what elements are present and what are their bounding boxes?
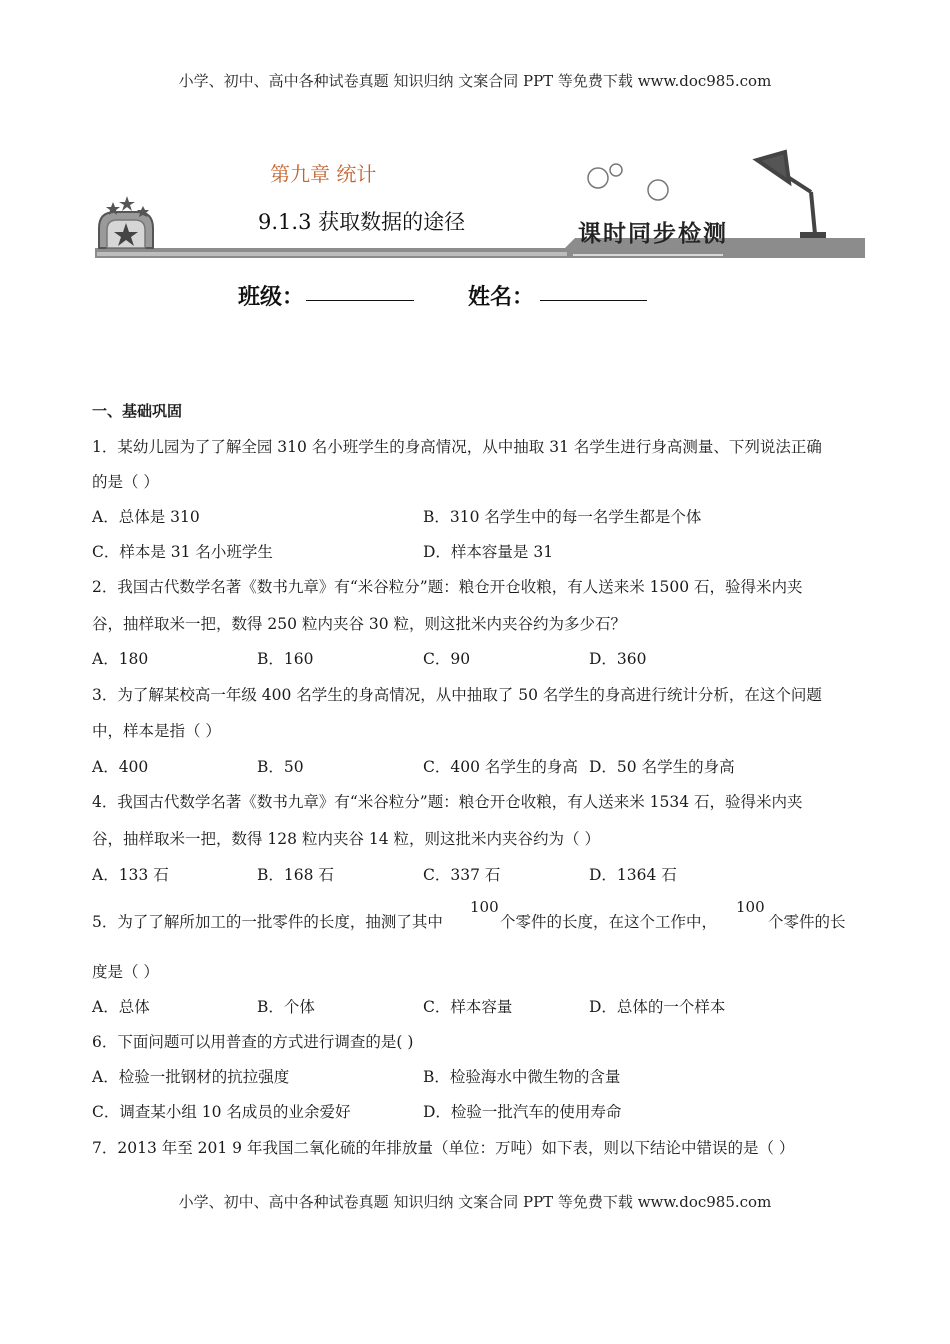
q1-option-d: D．样本容量是 31 bbox=[423, 543, 554, 561]
q5-option-a: A．总体 bbox=[92, 998, 150, 1016]
lesson-title: 9.1.3 获取数据的途径 bbox=[258, 210, 466, 234]
q6-option-b: B．检验海水中微生物的含量 bbox=[423, 1068, 621, 1086]
question-5-part-1: 5．为了了解所加工的一批零件的长度，抽测了其中 bbox=[92, 913, 443, 931]
q6-option-c: C．调查某小组 10 名成员的业余爱好 bbox=[92, 1103, 351, 1121]
badge-star-icon bbox=[99, 196, 153, 248]
question-4-line-2: 谷，抽样取米一把，数得 128 粒内夹谷 14 粒，则这批米内夹谷约为（ ） bbox=[92, 830, 600, 848]
desk-lamp-icon bbox=[757, 152, 826, 238]
question-4-line-1: 4．我国古代数学名著《数书九章》有“米谷粒分”题：粮仓开仓收粮，有人送来米 1534 石，验得米内夹 bbox=[92, 793, 803, 811]
question-6-line-1: 6．下面问题可以用普查的方式进行调查的是( ) bbox=[92, 1033, 414, 1051]
question-2-line-1: 2．我国古代数学名著《数书九章》有“米谷粒分”题：粮仓开仓收粮，有人送来米 1500 石，验得米内夹 bbox=[92, 578, 803, 596]
name-field[interactable] bbox=[540, 300, 647, 301]
q3-option-b: B．50 bbox=[257, 758, 304, 776]
q4-option-b: B．168 石 bbox=[257, 866, 334, 884]
question-3-line-1: 3．为了解某校高一年级 400 名学生的身高情况，从中抽取了 50 名学生的身高进行统计分析，在这个问题 bbox=[92, 686, 822, 704]
q4-option-c: C．337 石 bbox=[423, 866, 501, 884]
q6-option-a: A．检验一批钢材的抗拉强度 bbox=[92, 1068, 290, 1086]
q6-option-d: D．检验一批汽车的使用寿命 bbox=[423, 1103, 622, 1121]
page-footer: 小学、初中、高中各种试卷真题 知识归纳 文案合同 PPT 等免费下载 www.doc985.com bbox=[178, 1193, 772, 1211]
q2-option-b: B．160 bbox=[257, 650, 314, 668]
banner-graphic bbox=[95, 130, 865, 265]
q3-option-c: C．400 名学生的身高 bbox=[423, 758, 578, 776]
chapter-title: 第九章 统计 bbox=[270, 162, 377, 186]
question-5-line-2: 度是（ ） bbox=[92, 963, 159, 981]
bubble-icon bbox=[588, 168, 608, 188]
question-5-part-3: 个零件的长 bbox=[768, 913, 846, 931]
question-1-line-2: 的是（ ） bbox=[92, 473, 159, 491]
question-1-line-1: 1．某幼儿园为了了解全园 310 名小班学生的身高情况，从中抽取 31 名学生进行身高测量、下列说法正确 bbox=[92, 438, 822, 456]
q4-option-a: A．133 石 bbox=[92, 866, 169, 884]
name-label: 姓名： bbox=[468, 285, 535, 310]
question-5-part-2: 个零件的长度，在这个工作中， bbox=[500, 913, 718, 931]
q1-option-c: C．样本是 31 名小班学生 bbox=[92, 543, 273, 561]
question-5-math-2: 100 bbox=[736, 898, 765, 916]
q2-option-c: C．90 bbox=[423, 650, 471, 668]
class-label: 班级： bbox=[238, 285, 305, 310]
q3-option-a: A．400 bbox=[92, 758, 149, 776]
question-5-math-1: 100 bbox=[470, 898, 499, 916]
q5-option-d: D．总体的一个样本 bbox=[589, 998, 726, 1016]
q4-option-d: D．1364 石 bbox=[589, 866, 677, 884]
question-7-line-1: 7．2013 年至 201 9 年我国二氧化硫的年排放量（单位：万吨）如下表，则以下结论中错误的是（ ） bbox=[92, 1139, 795, 1157]
q2-option-a: A．180 bbox=[92, 650, 149, 668]
q5-option-b: B．个体 bbox=[257, 998, 315, 1016]
question-3-line-2: 中，样本是指（ ） bbox=[92, 722, 221, 740]
class-field[interactable] bbox=[306, 300, 414, 301]
lesson-stamp: 课时同步检测 bbox=[578, 221, 728, 247]
q3-option-d: D．50 名学生的身高 bbox=[589, 758, 735, 776]
q5-option-c: C．样本容量 bbox=[423, 998, 513, 1016]
question-2-line-2: 谷，抽样取米一把，数得 250 粒内夹谷 30 粒，则这批米内夹谷约为多少石？ bbox=[92, 615, 627, 633]
page-header: 小学、初中、高中各种试卷真题 知识归纳 文案合同 PPT 等免费下载 www.doc985.com bbox=[178, 72, 772, 90]
q2-option-d: D．360 bbox=[589, 650, 647, 668]
section-title: 一、基础巩固 bbox=[92, 402, 183, 420]
q1-option-a: A．总体是 310 bbox=[92, 508, 200, 526]
q1-option-b: B．310 名学生中的每一名学生都是个体 bbox=[423, 508, 702, 526]
